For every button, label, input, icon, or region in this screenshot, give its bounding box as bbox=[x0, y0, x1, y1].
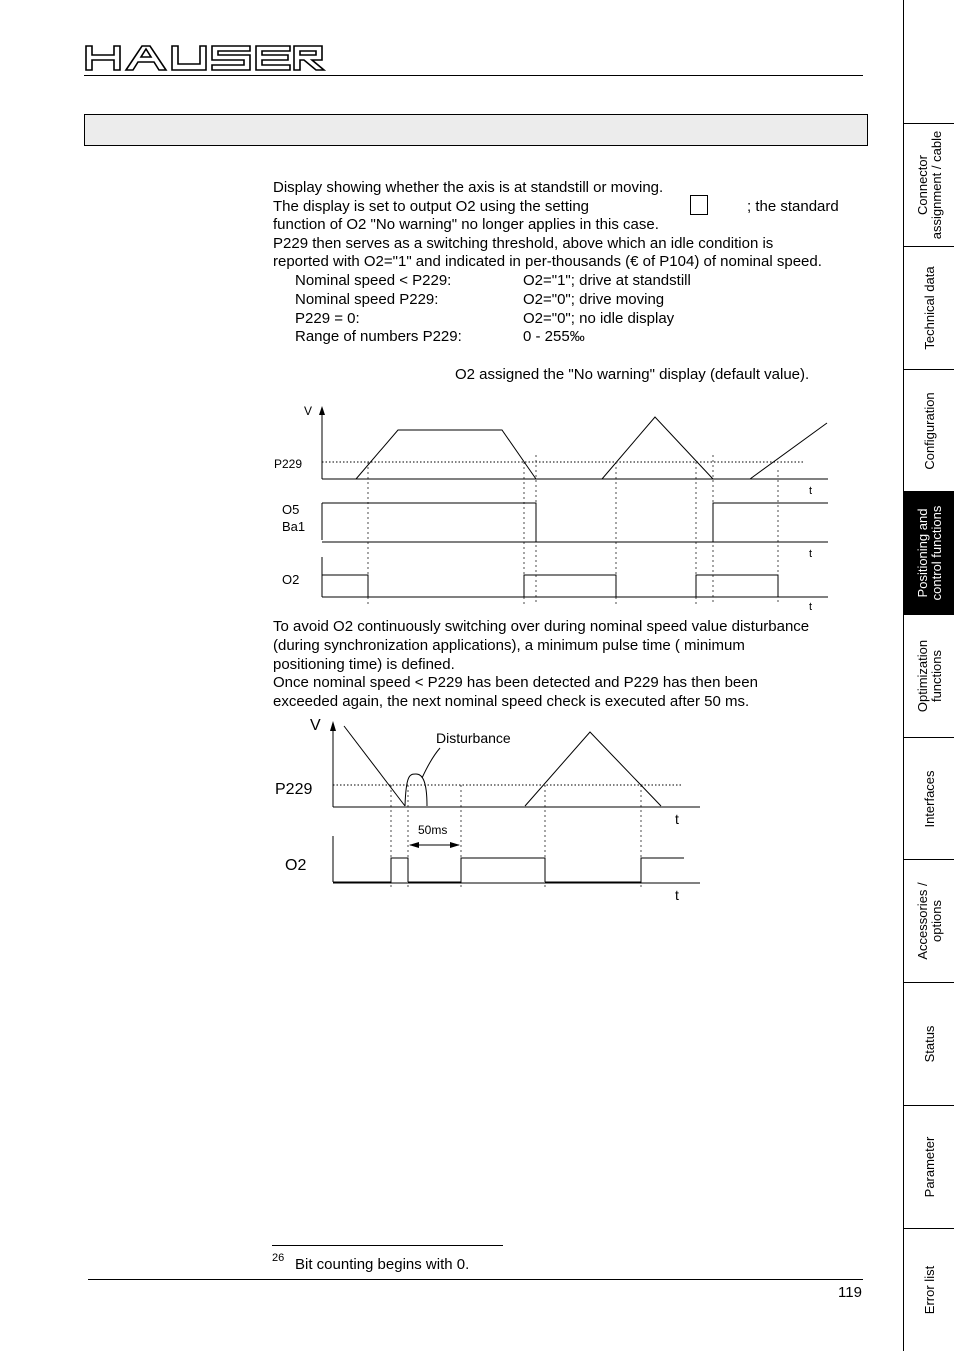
section-title-bar bbox=[84, 114, 868, 146]
diagram1-ba1-label: Ba1 bbox=[282, 519, 306, 534]
footer-rule bbox=[88, 1279, 863, 1280]
diagram2-50ms-label: 50ms bbox=[418, 823, 448, 837]
chapter-tab-label: Positioning and control functions bbox=[914, 505, 944, 601]
para2-line: exceeded again, the next nominal speed check is executed after 50 ms. bbox=[273, 693, 750, 710]
chapter-tab-label: Optimization functions bbox=[914, 639, 944, 713]
timing-diagram-1 bbox=[270, 400, 840, 615]
diagram2-v-label: V bbox=[310, 717, 321, 734]
para2-line: Once nominal speed < P229 has been detected and P229 has then been bbox=[273, 674, 758, 691]
diagram1-t-label: t bbox=[809, 485, 813, 497]
footnote-rule bbox=[272, 1245, 503, 1246]
chapter-tab-status[interactable] bbox=[904, 983, 954, 1106]
timing-diagram-2 bbox=[270, 710, 710, 910]
chapter-tab-blank bbox=[904, 0, 954, 124]
diagram1-v-label: V bbox=[304, 404, 313, 418]
chapter-tab-label: Connector assignment / cable bbox=[914, 130, 944, 240]
diagram2-disturbance-label: Disturbance bbox=[436, 730, 511, 746]
condition-left: Range of numbers P229: bbox=[295, 328, 462, 345]
chapter-tab-label: Technical data bbox=[921, 266, 937, 350]
default-note: O2 assigned the "No warning" display (default value). bbox=[455, 366, 810, 383]
diagram1-o2-label: O2 bbox=[282, 572, 300, 587]
diagram1-t-label: t bbox=[809, 601, 813, 613]
intro-line-1: Display showing whether the axis is at standstill or moving. bbox=[273, 179, 664, 196]
diagram1-t-label: t bbox=[809, 548, 813, 560]
chapter-tab-interfaces[interactable] bbox=[904, 738, 954, 860]
condition-right: O2="0"; no idle display bbox=[523, 310, 675, 327]
chapter-tab-connector[interactable] bbox=[904, 124, 954, 247]
condition-right: 0 - 255‰ bbox=[523, 328, 585, 345]
chapter-tab-label: Interfaces bbox=[921, 769, 937, 828]
intro-line-3: function of O2 "No warning" no longer applies in this case. bbox=[273, 216, 659, 233]
chapter-tab-accessories[interactable] bbox=[904, 860, 954, 983]
diagram2-t-label: t bbox=[675, 887, 679, 903]
page-number: 119 bbox=[838, 1284, 862, 1301]
chapter-tab-index bbox=[903, 0, 954, 1351]
chapter-tab-label: Parameter bbox=[921, 1136, 937, 1198]
footnote-text: Bit counting begins with 0. bbox=[295, 1256, 470, 1273]
diagram2-o2-label: O2 bbox=[285, 857, 307, 874]
intro-line-4: P229 then serves as a switching threshold, above which an idle condition is bbox=[273, 235, 774, 252]
condition-left: Nominal speed P229: bbox=[295, 291, 439, 308]
chapter-tab-label: Status bbox=[921, 1025, 937, 1063]
chapter-tab-error-list[interactable] bbox=[904, 1229, 954, 1351]
chapter-tab-label: Accessories / options bbox=[914, 882, 944, 960]
diagram1-o5-label: O5 bbox=[282, 502, 300, 517]
intro-line-2a: The display is set to output O2 using the setting bbox=[273, 198, 590, 215]
chapter-tab-label: Error list bbox=[921, 1265, 937, 1315]
footnote-marker: 26 bbox=[272, 1252, 285, 1264]
intro-line-2b: ; the standard bbox=[747, 198, 839, 215]
intro-line-5: reported with O2="1" and indicated in per-thousands (€ of P104) of nominal speed. bbox=[273, 253, 822, 270]
condition-right: O2="1"; drive at standstill bbox=[523, 272, 691, 289]
header-rule bbox=[84, 75, 863, 76]
para2-line: To avoid O2 continuously switching over during nominal speed value disturbance bbox=[273, 618, 810, 635]
condition-left: P229 = 0: bbox=[295, 310, 360, 327]
diagram2-p229-label: P229 bbox=[275, 781, 313, 798]
diagram1-p229-label: P229 bbox=[274, 457, 303, 471]
diagram2-t-label: t bbox=[675, 811, 679, 827]
para2-line: (during synchronization applications), a minimum pulse time ( minimum bbox=[273, 637, 745, 654]
hauser-logo bbox=[84, 44, 326, 77]
chapter-tab-positioning[interactable] bbox=[904, 492, 954, 615]
chapter-tab-technical-data[interactable] bbox=[904, 247, 954, 370]
para2-line: positioning time) is defined. bbox=[273, 656, 455, 673]
condition-right: O2="0"; drive moving bbox=[523, 291, 665, 308]
chapter-tab-optimization[interactable] bbox=[904, 615, 954, 738]
condition-left: Nominal speed < P229: bbox=[295, 272, 452, 289]
chapter-tab-configuration[interactable] bbox=[904, 370, 954, 492]
setting-value-box bbox=[690, 195, 708, 215]
chapter-tab-parameter[interactable] bbox=[904, 1106, 954, 1229]
chapter-tab-label: Configuration bbox=[921, 391, 937, 470]
